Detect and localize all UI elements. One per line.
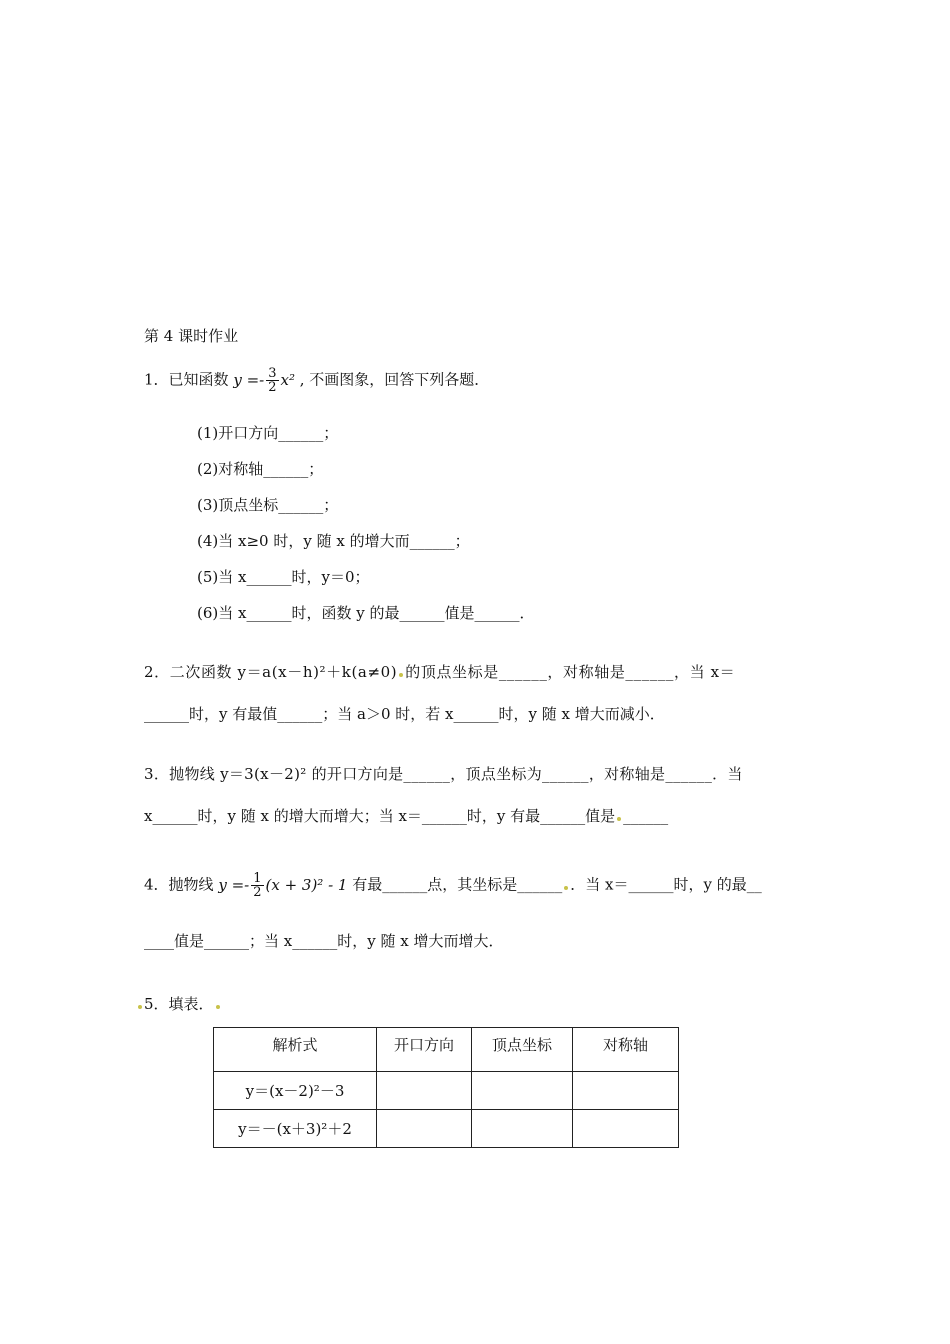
q4-fraction <box>251 872 263 899</box>
q3-line-1-text: 3．抛物线 y＝3(x－2)² 的开口方向是______，顶点坐标为______，对称轴是______．当 <box>144 765 743 783</box>
mark-dot <box>399 673 403 677</box>
q4-line-2: ____值是______；当 x______时，y 随 x 增大而增大． <box>144 932 504 950</box>
q2-line-1b-text: 的顶点坐标是______，对称轴是______，当 x＝ <box>405 663 736 681</box>
table-header-cell: 解析式 <box>214 1028 377 1072</box>
table-header-row <box>214 1028 679 1072</box>
q2-line-1 <box>144 665 735 680</box>
q1-formula-left: y =- <box>233 370 265 389</box>
q1-formula <box>233 366 299 395</box>
q4-formula <box>218 871 352 900</box>
table-cell-formula: y＝－(x＋3)²＋2 <box>214 1110 377 1148</box>
fill-table <box>213 1027 679 1148</box>
q1-frac-num: 3 <box>268 366 277 381</box>
q4-line-1 <box>144 872 762 899</box>
q1-fraction <box>266 367 278 394</box>
table-cell-answer[interactable] <box>573 1072 679 1110</box>
question-1 <box>144 367 489 394</box>
table-cell-formula: y＝(x－2)²－3 <box>214 1072 377 1110</box>
q1-item-6: (6)当 x______时，函数 y 的最______值是______． <box>197 604 535 622</box>
q4-line-1c-text: ．当 x＝______时，y 的最__ <box>570 875 762 894</box>
table-cell-answer[interactable] <box>377 1110 472 1148</box>
table-row <box>214 1072 679 1110</box>
q1-item-2: (2)对称轴______； <box>197 460 324 478</box>
q4-formula-left: y =- <box>218 875 250 894</box>
q3-line-2a-text: x______时，y 随 x 的增大而增大；当 x＝______时，y 有最______值是 <box>144 807 616 825</box>
q3-line-2b-text: ______ <box>623 807 669 825</box>
q3-line-1 <box>144 767 743 782</box>
q5-label <box>144 997 222 1012</box>
q1-suffix: , 不画图象，回答下列各题． <box>299 370 490 389</box>
q1-prefix: 1．已知函数 <box>144 370 229 389</box>
q3-line-2 <box>144 809 668 824</box>
q1-item-3: (3)顶点坐标______； <box>197 496 339 514</box>
table-header-cell: 对称轴 <box>573 1028 679 1072</box>
page-title: 第 4 课时作业 <box>144 327 239 345</box>
q4-line-1b-text: 有最______点，其坐标是______ <box>352 875 563 894</box>
q1-item-1: (1)开口方向______； <box>197 424 339 442</box>
table-cell-answer[interactable] <box>377 1072 472 1110</box>
mark-dot <box>617 817 621 821</box>
table-cell-answer[interactable] <box>472 1110 573 1148</box>
q4-frac-den: 2 <box>253 885 262 900</box>
q4-formula-right: (x + 3)² - 1 <box>265 875 348 894</box>
mark-dot <box>216 1005 220 1009</box>
table-cell-answer[interactable] <box>573 1110 679 1148</box>
q1-item-5: (5)当 x______时，y＝0； <box>197 568 370 586</box>
table-row <box>214 1110 679 1148</box>
q1-frac-den: 2 <box>268 380 277 395</box>
table-header-cell: 顶点坐标 <box>472 1028 573 1072</box>
q2-line-1-text: 2．二次函数 y＝a(x－h)²＋k(a≠0) <box>144 663 398 681</box>
q4-frac-num: 1 <box>253 871 262 886</box>
mark-dot <box>564 886 568 890</box>
q4-prefix: 4．抛物线 <box>144 875 214 894</box>
q5-label-text: 5．填表． <box>144 995 214 1013</box>
table-cell-answer[interactable] <box>472 1072 573 1110</box>
q2-line-2: ______时，y 有最值______；当 a＞0 时，若 x______时，y 随 x 增大而减小． <box>144 705 665 723</box>
table-header-cell: 开口方向 <box>377 1028 472 1072</box>
q1-formula-right: x² <box>280 370 295 389</box>
mark-dot <box>138 1005 142 1009</box>
q1-item-4: (4)当 x≥0 时，y 随 x 的增大而______； <box>197 532 470 550</box>
